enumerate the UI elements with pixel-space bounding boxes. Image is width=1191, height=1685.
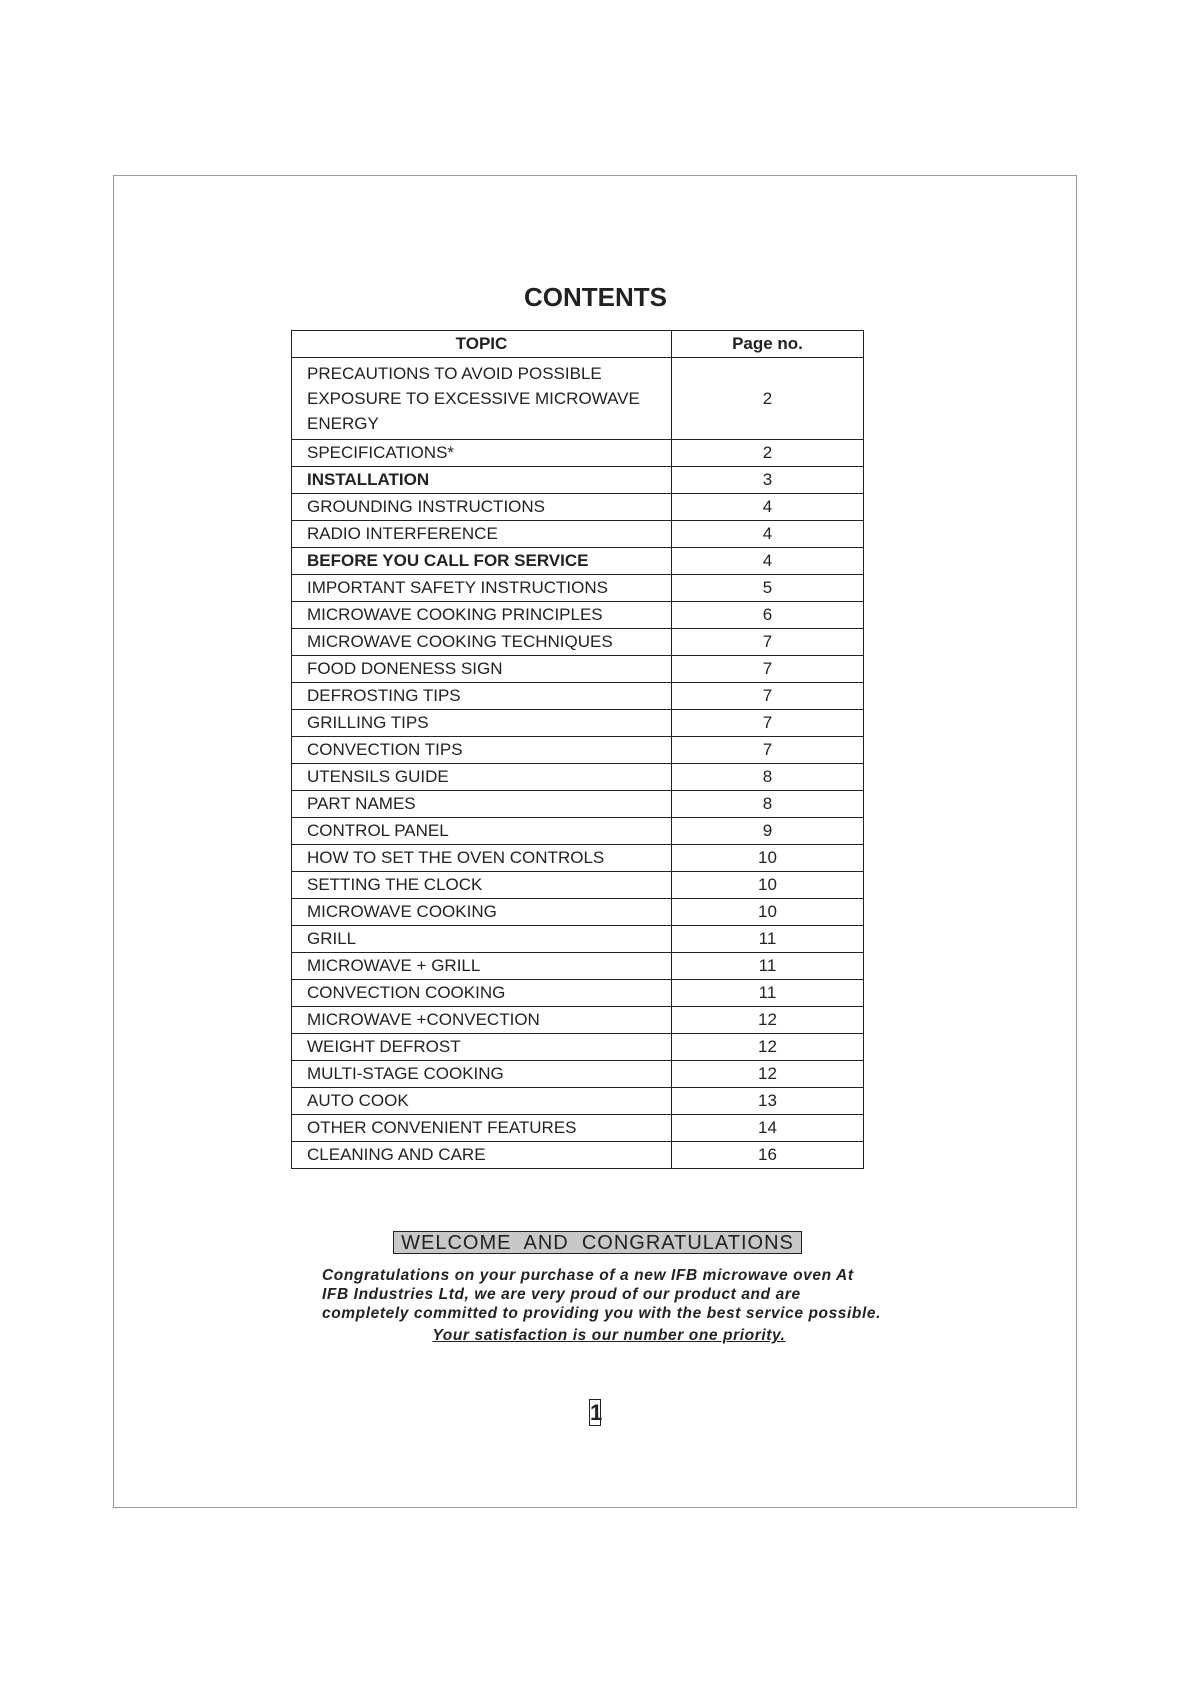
table-row [292, 683, 864, 710]
table-row [292, 656, 864, 683]
topic-cell: PART NAMES [292, 791, 672, 818]
table-row [292, 1061, 864, 1088]
table-row [292, 953, 864, 980]
topic-cell: SETTING THE CLOCK [292, 872, 672, 899]
table-row [292, 818, 864, 845]
topic-cell: PRECAUTIONS TO AVOID POSSIBLE EXPOSURE TO EXCESSIVE MICROWAVE ENERGY [292, 358, 672, 440]
topic-cell: MICROWAVE COOKING TECHNIQUES [292, 629, 672, 656]
page-cell: 11 [672, 953, 864, 980]
page-cell: 2 [672, 440, 864, 467]
welcome-heading: WELCOME AND CONGRATULATIONS [393, 1231, 802, 1254]
topic-cell: GRILL [292, 926, 672, 953]
topic-cell: BEFORE YOU CALL FOR SERVICE [292, 548, 672, 575]
contents-table [291, 330, 864, 1169]
topic-cell: RADIO INTERFERENCE [292, 521, 672, 548]
page-title: CONTENTS [524, 282, 667, 312]
page-cell: 16 [672, 1142, 864, 1169]
table-row [292, 602, 864, 629]
topic-cell: UTENSILS GUIDE [292, 764, 672, 791]
topic-cell: INSTALLATION [292, 467, 672, 494]
topic-cell: MICROWAVE COOKING PRINCIPLES [292, 602, 672, 629]
welcome-paragraph [322, 1266, 942, 1323]
page-cell: 5 [672, 575, 864, 602]
table-row [292, 1088, 864, 1115]
topic-cell: AUTO COOK [292, 1088, 672, 1115]
topic-cell: CONTROL PANEL [292, 818, 672, 845]
topic-cell: MICROWAVE COOKING [292, 899, 672, 926]
page-cell: 8 [672, 791, 864, 818]
topic-cell: WEIGHT DEFROST [292, 1034, 672, 1061]
page-cell: 4 [672, 548, 864, 575]
table-row [292, 845, 864, 872]
table-row [292, 440, 864, 467]
page-cell: 2 [672, 358, 864, 440]
page-cell: 10 [672, 899, 864, 926]
page-cell: 7 [672, 683, 864, 710]
page-cell: 7 [672, 737, 864, 764]
topic-cell: CLEANING AND CARE [292, 1142, 672, 1169]
page-cell: 7 [672, 629, 864, 656]
table-row [292, 737, 864, 764]
table-row [292, 1007, 864, 1034]
table-row [292, 548, 864, 575]
topic-cell: CONVECTION TIPS [292, 737, 672, 764]
topic-cell: SPECIFICATIONS* [292, 440, 672, 467]
table-row [292, 764, 864, 791]
topic-cell: MULTI-STAGE COOKING [292, 1061, 672, 1088]
topic-cell: GRILLING TIPS [292, 710, 672, 737]
table-header-row [292, 331, 864, 358]
table-row [292, 575, 864, 602]
topic-cell: HOW TO SET THE OVEN CONTROLS [292, 845, 672, 872]
header-page-no: Page no. [672, 331, 864, 358]
page-cell: 3 [672, 467, 864, 494]
table-row [292, 521, 864, 548]
table-row [292, 358, 864, 440]
page-cell: 13 [672, 1088, 864, 1115]
table-row [292, 980, 864, 1007]
welcome-line: completely committed to providing you with the best service possible. [322, 1305, 882, 1322]
table-row [292, 1142, 864, 1169]
topic-cell: GROUNDING INSTRUCTIONS [292, 494, 672, 521]
table-row [292, 494, 864, 521]
table-row [292, 926, 864, 953]
welcome-line: IFB Industries Ltd, we are very proud of our product and are [322, 1286, 801, 1303]
page-cell: 12 [672, 1007, 864, 1034]
topic-cell: FOOD DONENESS SIGN [292, 656, 672, 683]
welcome-line: Congratulations on your purchase of a new IFB microwave oven At [322, 1267, 854, 1284]
table-row [292, 791, 864, 818]
page-number: 1 [590, 1400, 603, 1425]
page-cell: 14 [672, 1115, 864, 1142]
topic-cell: MICROWAVE + GRILL [292, 953, 672, 980]
page-cell: 4 [672, 494, 864, 521]
topic-cell: IMPORTANT SAFETY INSTRUCTIONS [292, 575, 672, 602]
page-cell: 10 [672, 872, 864, 899]
page-cell: 11 [672, 926, 864, 953]
page-cell: 11 [672, 980, 864, 1007]
page-cell: 6 [672, 602, 864, 629]
topic-cell: MICROWAVE +CONVECTION [292, 1007, 672, 1034]
topic-cell: OTHER CONVENIENT FEATURES [292, 1115, 672, 1142]
table-row [292, 899, 864, 926]
header-topic: TOPIC [292, 331, 672, 358]
priority-statement: Your satisfaction is our number one priority. [432, 1327, 786, 1344]
page-cell: 8 [672, 764, 864, 791]
page-cell: 12 [672, 1034, 864, 1061]
table-row [292, 467, 864, 494]
page-cell: 9 [672, 818, 864, 845]
table-row [292, 872, 864, 899]
topic-cell: DEFROSTING TIPS [292, 683, 672, 710]
page-cell: 10 [672, 845, 864, 872]
topic-cell: CONVECTION COOKING [292, 980, 672, 1007]
table-row [292, 1034, 864, 1061]
page-cell: 7 [672, 656, 864, 683]
table-row [292, 1115, 864, 1142]
table-row [292, 710, 864, 737]
page-cell: 7 [672, 710, 864, 737]
table-row [292, 629, 864, 656]
page-cell: 12 [672, 1061, 864, 1088]
page-cell: 4 [672, 521, 864, 548]
